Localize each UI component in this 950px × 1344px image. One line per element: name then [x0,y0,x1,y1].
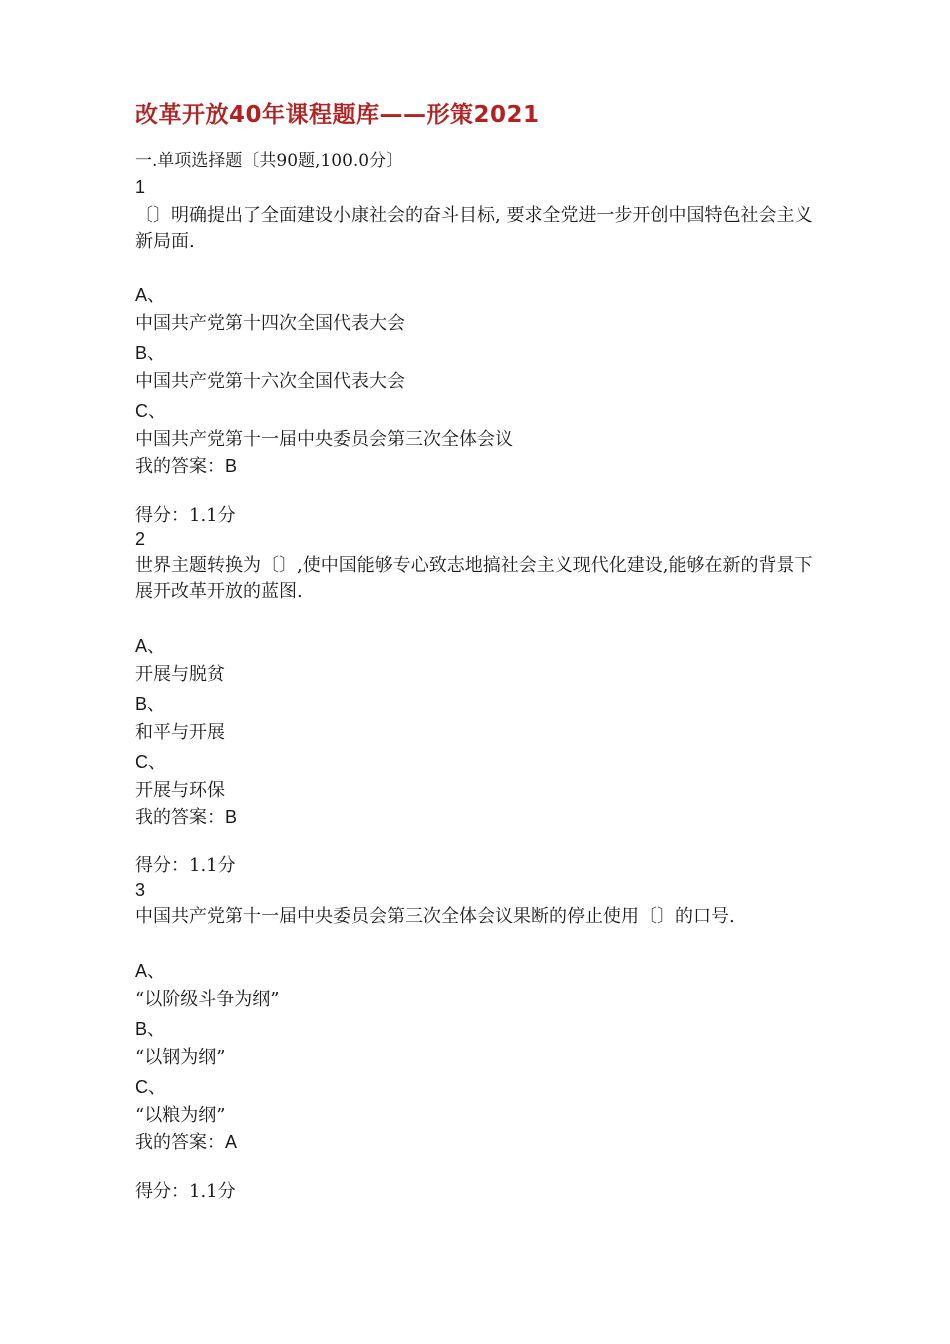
my-answer [135,1129,237,1156]
score [135,503,236,529]
option-letter: A、 [135,285,166,305]
question-number: 2 [135,529,146,549]
question-text: 〔〕明确提出了全面建设小康社会的奋斗目标, 要求全党进一步开创中国特色社会主义新局面. [135,205,813,252]
score-value: 1.1分 [189,855,236,876]
question-text: 中国共产党第十一届中央委员会第三次全体会议果断的停止使用〔〕的口号. [135,906,735,927]
option-letter: C、 [135,401,166,421]
score-label: 得分： [135,855,189,876]
score-label: 得分： [135,505,189,526]
option-letter: B、 [135,343,166,363]
question-number: 1 [135,177,146,197]
option-text: 开展与环保 [135,780,225,801]
score [135,853,236,879]
my-answer-label: 我的答案： [135,1132,225,1153]
my-answer-value: B [225,807,238,827]
option-letter: A、 [135,961,166,981]
option-text: 和平与开展 [135,722,225,743]
option-text: 中国共产党第十六次全国代表大会 [135,371,405,392]
option-text: 中国共产党第十四次全国代表大会 [135,313,405,334]
question-text: 世界主题转换为〔〕,使中国能够专心致志地搞社会主义现代化建设,能够在新的背景下展开改革开放的蓝图. [135,555,813,602]
my-answer-label: 我的答案： [135,456,225,477]
my-answer-value: B [225,456,238,476]
my-answer-value: A [225,1132,238,1152]
option-text: 开展与脱贫 [135,664,225,685]
score [135,1179,236,1205]
option-text: 中国共产党第十一届中央委员会第三次全体会议 [135,429,513,450]
option-text: “以粮为纲” [135,1105,226,1126]
question-number: 3 [135,880,146,900]
option-letter: C、 [135,1077,166,1097]
my-answer [135,804,237,831]
section-heading: 一.单项选择题〔共90题,100.0分〕 [135,151,404,171]
my-answer [135,453,237,480]
option-text: “以钢为纲” [135,1047,226,1068]
score-value: 1.1分 [189,505,236,526]
option-text: “以阶级斗争为纲” [135,989,280,1010]
my-answer-label: 我的答案： [135,807,225,828]
option-letter: A、 [135,636,166,656]
option-letter: C、 [135,752,166,772]
score-label: 得分： [135,1181,189,1202]
document-title: 改革开放40年课程题库——形策2021 [135,102,540,128]
option-letter: B、 [135,1019,166,1039]
score-value: 1.1分 [189,1181,236,1202]
option-letter: B、 [135,694,166,714]
